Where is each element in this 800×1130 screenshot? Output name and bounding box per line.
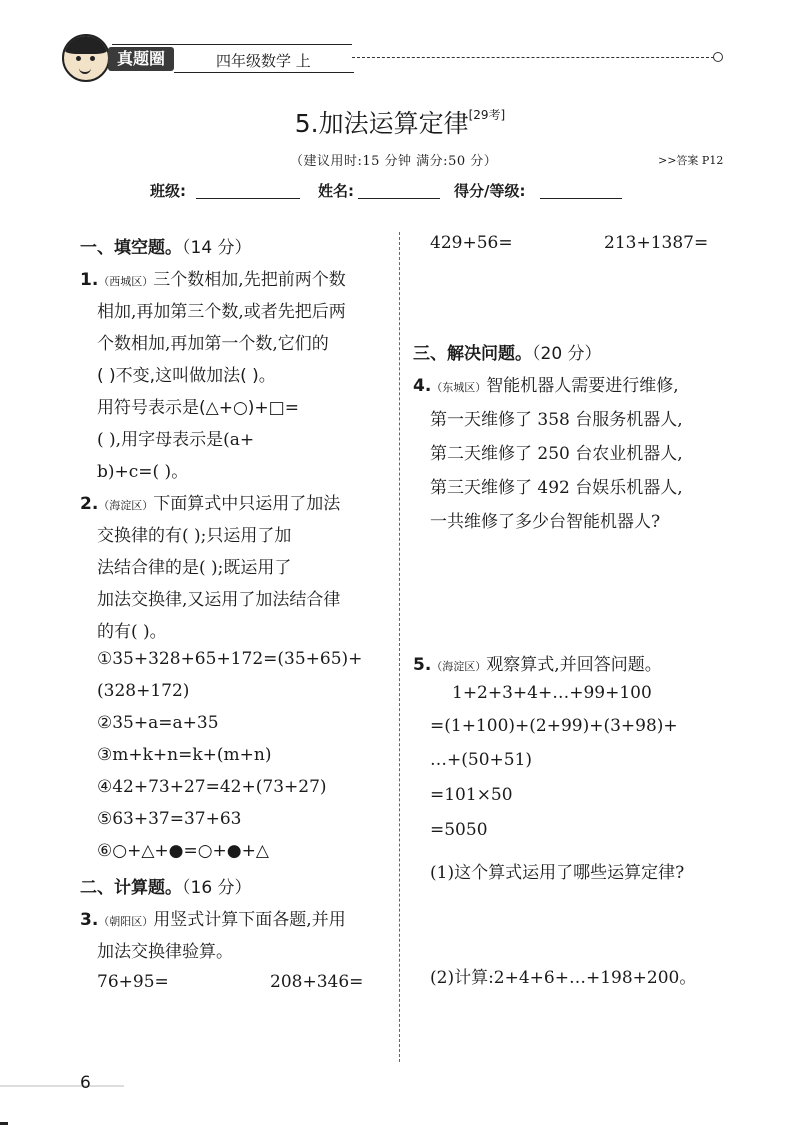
q4-line-4: 第三天维修了 492 台娱乐机器人,: [430, 478, 683, 498]
section-1-title: [80, 233, 252, 258]
q5-calc-3: …+(50+51): [430, 750, 533, 770]
q2-option-4: ④42+73+27=42+(73+27): [97, 777, 327, 797]
section-3-label: 三、解决问题。: [413, 344, 532, 364]
q2-line-5: 的有( )。: [97, 622, 167, 642]
page-number: 6: [80, 1073, 91, 1093]
header-end-circle-icon: [713, 52, 723, 62]
section-2-points: （16 分）: [182, 878, 252, 898]
q3-expression-3: 429+56=: [430, 233, 513, 253]
q5-district: （海淀区）: [431, 660, 487, 673]
q1-line-2: 相加,再加第三个数,或者先把后两: [97, 302, 346, 322]
section-2-title: [80, 873, 252, 898]
section-3-title: [413, 339, 602, 364]
title-main: 5.加法运算定律: [294, 109, 469, 138]
q2-option-1a: ①35+328+65+172=(35+65)+: [97, 649, 363, 669]
score-blank[interactable]: [540, 198, 622, 199]
q1-line-1: [80, 265, 346, 290]
q4-text: 智能机器人需要进行维修,: [486, 376, 679, 396]
q3-number: 3.: [80, 910, 99, 930]
page-title: [0, 104, 800, 140]
time-score-note: （建议用时:15 分钟 满分:50 分）: [290, 154, 498, 169]
q4-line-3: 第二天维修了 250 台农业机器人,: [430, 444, 683, 464]
q4-number: 4.: [413, 376, 432, 396]
q2-district: （海淀区）: [98, 499, 154, 512]
mascot-avatar-icon: [62, 34, 110, 82]
q1-line-4: ( )不变,这叫做加法( )。: [97, 366, 276, 386]
q3-text: 用竖式计算下面各题,并用: [153, 910, 346, 930]
corner-mark: [0, 1122, 8, 1125]
q1-number: 1.: [80, 270, 99, 290]
q3-expression-1: 76+95=: [97, 972, 169, 992]
q2-option-2: ②35+a=a+35: [97, 713, 219, 733]
q3-line-1: [80, 905, 346, 930]
header-subtitle: 四年级数学 上: [216, 52, 311, 70]
class-label: 班级:: [150, 182, 186, 200]
q1-line-3: 个数相加,再加第一个数,它们的: [97, 334, 329, 354]
section-1-label: 一、填空题。: [80, 238, 182, 258]
q5-calc-2: =(1+100)+(2+99)+(3+98)+: [430, 716, 678, 736]
section-3-points: （20 分）: [532, 344, 602, 364]
section-1-points: （14 分）: [182, 238, 252, 258]
name-blank[interactable]: [358, 198, 440, 199]
q5-text: 观察算式,并回答问题。: [486, 655, 662, 675]
q3-expression-2: 208+346=: [270, 972, 364, 992]
q3-expression-4: 213+1387=: [604, 233, 709, 253]
score-label: 得分/等级:: [454, 182, 526, 200]
answer-reference: >>答案 P12: [658, 154, 724, 167]
q1-line-7: b)+c=( )。: [97, 462, 189, 482]
q4-line-2: 第一天维修了 358 台服务机器人,: [430, 410, 683, 430]
q1-district: （西城区）: [98, 275, 154, 288]
class-blank[interactable]: [196, 198, 300, 199]
q1-line-6: ( ),用字母表示是(a+: [97, 430, 255, 450]
q3-district: （朝阳区）: [98, 915, 154, 928]
q5-calc-1: 1+2+3+4+…+99+100: [452, 683, 652, 703]
header-badge: 真题圈: [108, 47, 174, 71]
q2-line-1: [80, 489, 340, 514]
section-2-label: 二、计算题。: [80, 878, 182, 898]
q2-number: 2.: [80, 494, 99, 514]
name-label: 姓名:: [318, 182, 354, 200]
q2-line-2: 交换律的有( );只运用了加: [97, 526, 292, 546]
q5-part-2: (2)计算:2+4+6+…+198+200。: [430, 968, 697, 988]
q5-line-1: [413, 650, 662, 675]
q2-option-5: ⑤63+37=37+63: [97, 809, 242, 829]
q5-part-1: (1)这个算式运用了哪些运算定律?: [430, 863, 685, 883]
header-bottom-rule: [174, 72, 354, 73]
q2-line-4: 加法交换律,又运用了加法结合律: [97, 590, 341, 610]
header-dashed-rule: [352, 57, 714, 58]
q2-option-3: ③m+k+n=k+(m+n): [97, 745, 272, 765]
q2-option-6: ⑥○+△+●=○+●+△: [97, 841, 269, 861]
header-top-rule: [112, 44, 352, 45]
q1-text: 三个数相加,先把前两个数: [153, 270, 346, 290]
page-footer-bar: [0, 1085, 124, 1087]
q5-calc-4: =101×50: [430, 785, 513, 805]
q2-option-1b: (328+172): [97, 681, 190, 701]
q1-line-5: 用符号表示是(△+○)+□=: [97, 398, 299, 418]
title-exam-count: [29考]: [468, 108, 506, 122]
q2-line-3: 法结合律的是( );既运用了: [97, 558, 292, 578]
q4-line-1: [413, 371, 679, 396]
q4-district: （东城区）: [431, 381, 487, 394]
column-divider: [399, 232, 400, 1062]
q5-number: 5.: [413, 655, 432, 675]
q5-calc-5: =5050: [430, 820, 488, 840]
q4-line-5: 一共维修了多少台智能机器人?: [430, 512, 661, 532]
q3-line-2: 加法交换律验算。: [97, 942, 233, 962]
q2-text: 下面算式中只运用了加法: [153, 494, 341, 514]
